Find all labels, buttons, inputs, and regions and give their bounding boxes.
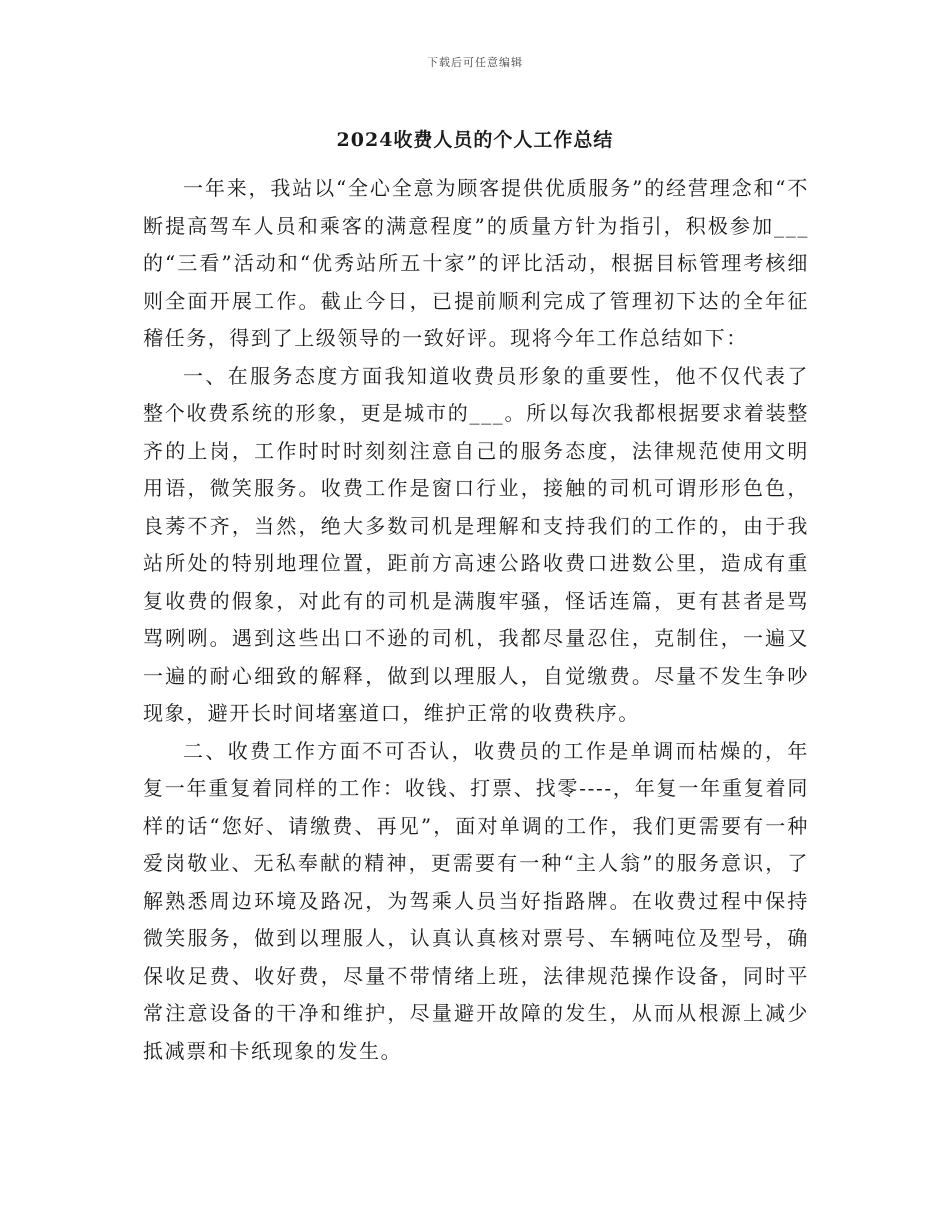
header-note: 下载后可任意编辑 [427, 56, 523, 69]
paragraph-service-attitude: 一、在服务态度方面我知道收费员形象的重要性，他不仅代表了整个收费系统的形象，更是城市的___。所以每次我都根据要求着装整齐的上岗，工作时时时刻刻注意自己的服务态度，法律规范使用文明用语，微笑服务。收费工作是窗口行业，接触的司机可谓形形色色，良莠不齐，当然，绝大多数司机是理解和支持我们的工作的，由于我站所处的特别地理位置，距前方高速公路收费口进数公里，造成有重复收费的假象，对此有的司机是满腹牢骚，怪话连篇，更有甚者是骂骂咧咧。遇到这些出口不逊的司机，我都尽量忍住，克制住，一遍又一遍的耐心细致的解释，做到以理服人，自觉缴费。尽量不发生争吵现象，避开长时间堵塞道口，维护正常的收费秩序。 [143, 363, 809, 725]
document-title: 2024收费人员的个人工作总结 [336, 129, 614, 151]
paragraph-intro: 一年来，我站以“全心全意为顾客提供优质服务”的经营理念和“不断提高驾车人员和乘客的满意程度”的质量方针为指引，积极参加___的“三看”活动和“优秀站所五十家”的评比活动，根据目标管理考核细则全面开展工作。截止今日，已提前顺利完成了管理初下达的全年征稽任务，得到了上级领导的一致好评。现将今年工作总结如下： [143, 176, 809, 350]
document-body [143, 170, 809, 1070]
paragraph-toll-work: 二、收费工作方面不可否认，收费员的工作是单调而枯燥的，年复一年重复着同样的工作：收钱、打票、找零----，年复一年重复着同样的话“您好、请缴费、再见”，面对单调的工作，我们更需要有一种爱岗敬业、无私奉献的精神，更需要有一种“主人翁”的服务意识，了解熟悉周边环境及路况，为驾乘人员当好指路牌。在收费过程中保持微笑服务，做到以理服人，认真认真核对票号、车辆吨位及型号，确保收足费、收好费，尽量不带情绪上班，法律规范操作设备，同时平常注意设备的干净和维护，尽量避开故障的发生，从而从根源上减少抵减票和卡纸现象的发生。 [143, 738, 809, 1063]
